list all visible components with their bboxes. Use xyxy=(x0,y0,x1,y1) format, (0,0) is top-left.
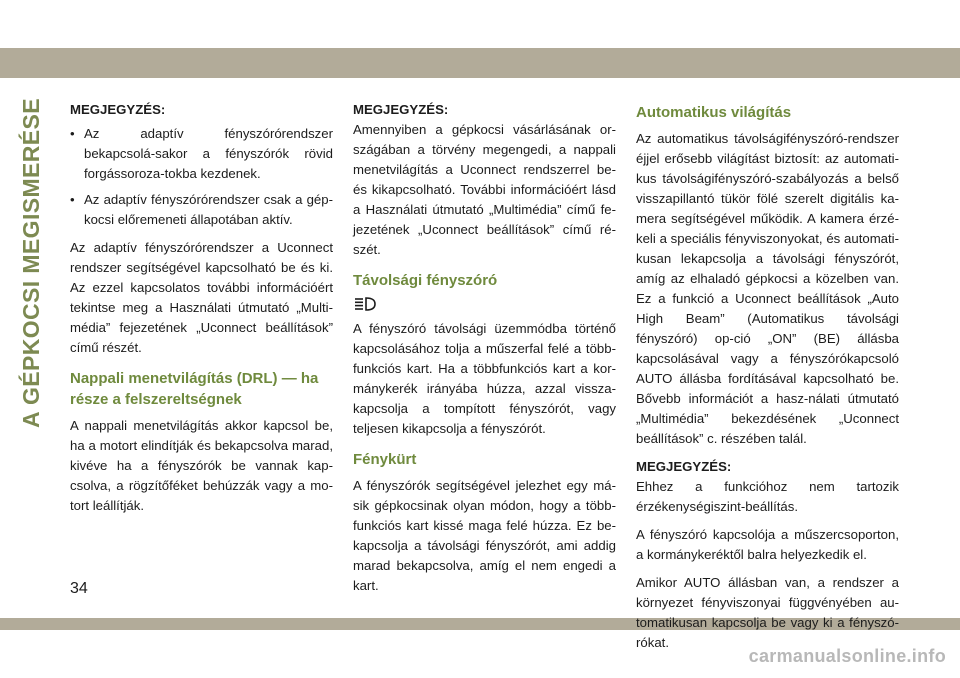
column-1 xyxy=(70,100,333,524)
paragraph: A fényszóró távolsági üzemmódba történő kapcsolásához tolja a műszerfal felé a több-funkciós kart. Ha a többfunkciós kart a kor-mánykerék irányába húzza, azzal vissza-kapcsolja a tompított fényszórót, vagy teljesen kikapcsolja a fényszórót. xyxy=(353,321,616,436)
column-3 xyxy=(636,100,899,661)
paragraph: A fényszórók segítségével jelezhet egy má-sik gépkocsinak olyan módon, hogy a több-funkciós kart kissé maga felé húzza. Ez be-kapcsolja a távolsági fényszórót, ami addig marad bekapcsolva, amíg el nem engedi a kart. xyxy=(353,478,616,593)
paragraph: Az adaptív fényszórórendszer a Uconnect rendszer segítségével kapcsolható be és ki. Az ezzel kapcsolatos további információért tekintse meg a Használati útmutató „Multi-média” fejezetének „Uconnect beállítások” című részét. xyxy=(70,240,333,355)
note-text: Amennyiben a gépkocsi vásárlásának or-szágában a törvény megengedi, a nappali menetvilágítás a Uconnect rendszerrel be- és kikapcsolható. További információért lásd a Használati útmutató „Multimédia” című fe-jezetének „Uconnect beállítások” című ré-szét. xyxy=(353,122,616,257)
page-number: 34 xyxy=(70,580,88,597)
note-title: MEGJEGYZÉS: xyxy=(70,102,166,117)
note-bullet: • Az adaptív fényszórórendszer csak a gép-kocsi előremeneti állapotában aktív. xyxy=(70,190,333,230)
watermark-text: carmanualsonline.info xyxy=(748,646,946,666)
section-heading-drl: Nappali menetvilágítás (DRL) — ha része a felszereltségnek xyxy=(70,370,319,408)
section-heading-auto-lights: Automatikus világítás xyxy=(636,104,792,121)
paragraph: Amikor AUTO állásban van, a rendszer a környezet fényviszonyai függvényében au-tomatikusan kapcsolja be vagy ki a fényszó-rókat. xyxy=(636,575,899,650)
section-side-title: A GÉPKOCSI MEGISMERÉSE xyxy=(18,97,44,428)
note-bullet-list xyxy=(70,124,333,230)
note-bullet: • Az adaptív fényszórórendszer bekapcsolá-sakor a fényszórók rövid forgássoroza-tokba kezdenek. xyxy=(70,124,333,184)
note-title: MEGJEGYZÉS: xyxy=(353,102,449,117)
note-text: Ehhez a funkcióhoz nem tartozik érzékenységiszint-beállítás. xyxy=(636,479,899,514)
paragraph: Az automatikus távolságifényszóró-rendszer éjjel erősebb világítást biztosít: az automati-kus távolságifényszóró-szabályozás a belső visszapillantó tükör fölé szerelt digitális ka-mera segítségével működik. A kamera érzé-keli a speciális fényviszonyokat, és automati-kusan lekapcsolja a távolsági fényszórót, amíg az elhaladó gépkocsi a közelben van. Ez a funkció a Uconnect beállítások „Auto High Beam” (Automatikus távolsági fényszóró) op-ció „ON” (BE) állásba kapcsolásával vagy a fényszórókapcsoló AUTO állásba fordításával kapcsolható be. Bővebb információt a hasz-nálati útmutató „Multimédia” bekezdésének „Uconnect beállítások” c. részében talál. xyxy=(636,131,899,446)
column-2 xyxy=(353,100,616,604)
paragraph: A fényszóró kapcsolója a műszercsoporton, a kormánykeréktől balra helyezkedik el. xyxy=(636,527,899,562)
section-heading-flash: Fénykürt xyxy=(353,451,417,468)
high-beam-icon xyxy=(354,297,376,311)
paragraph: A nappali menetvilágítás akkor kapcsol be, ha a motort elindítják és bekapcsolva marad, kivéve ha a fényszórók be vannak kap-csolva, a rögzítőféket behúzzák vagy a mo-tort leállítják. xyxy=(70,418,333,513)
note-title: MEGJEGYZÉS: xyxy=(636,459,732,474)
top-header-band xyxy=(0,48,960,78)
section-heading-high-beam: Távolsági fényszóró xyxy=(353,272,498,289)
